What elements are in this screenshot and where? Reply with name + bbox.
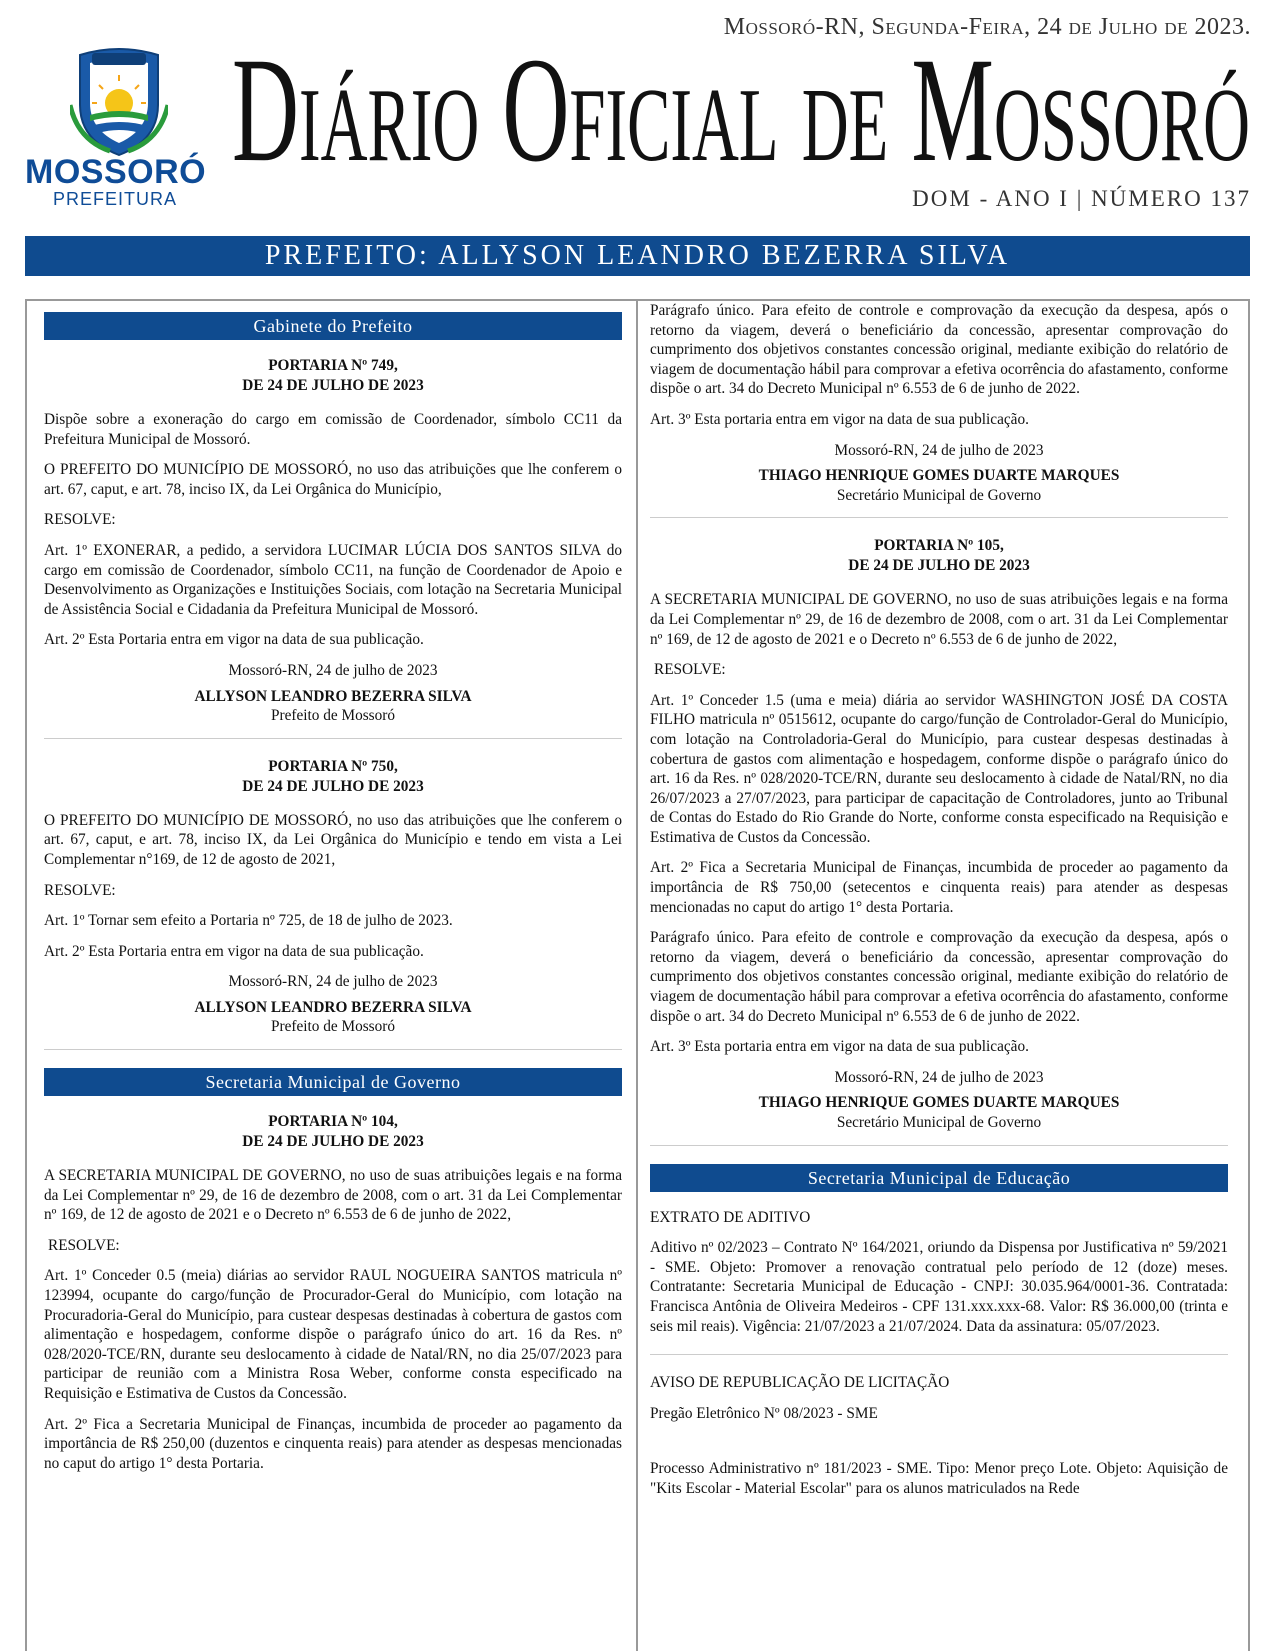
edition-number: DOM - ANO I | NÚMERO 137	[912, 186, 1251, 211]
logo-subtitle: PREFEITURA	[52, 189, 177, 209]
portaria-105-paragrafo: Parágrafo único. Para efeito de controle e comprovação da execução da despesa, após o retorno da viagem, deverá o beneficiário da concessão, apresentar comprovação do cumprimento dos objetivos constantes concessão original, mediante exibição do relatório de viagem de documentação hábil para comprovar a efetiva ocorrência do afastamento, conforme dispõe o art. 34 do Decreto Municipal nº 6.553 de 6 de junho de 2022.	[650, 929, 1228, 1025]
divider	[44, 738, 622, 739]
portaria-749-signer: ALLYSON LEANDRO BEZERRA SILVA	[194, 687, 472, 705]
portaria-750-signer: ALLYSON LEANDRO BEZERRA SILVA	[194, 998, 472, 1016]
portaria-750-role: Prefeito de Mossoró	[270, 1018, 396, 1036]
portaria-750-art2: Art. 2º Esta Portaria entra em vigor na data de sua publicação.	[44, 942, 424, 960]
mayor-banner: PREFEITO: ALLYSON LEANDRO BEZERRA SILVA	[25, 236, 1250, 276]
portaria-749-place-date: Mossoró-RN, 24 de julho de 2023	[228, 661, 438, 679]
column-divider	[636, 299, 638, 1651]
portaria-105-resolve: RESOLVE:	[654, 661, 726, 679]
portaria-749-title: PORTARIA Nº 749, DE 24 DE JULHO DE 2023	[242, 357, 424, 394]
portaria-750-title: PORTARIA Nº 750, DE 24 DE JULHO DE 2023	[242, 757, 424, 795]
city-crest-icon	[70, 45, 168, 157]
portaria-750-place-date: Mossoró-RN, 24 de julho de 2023	[228, 973, 438, 991]
extrato-body: Aditivo nº 02/2023 – Contrato Nº 164/2021, oriundo da Dispensa por Justificativa nº 59/2021 - SME. Objeto: Promover a renovação contratual pelo período de 12 (doze) meses. Contratante: Secretaria Municipal de Educação - CNPJ: 30.035.964/0001-36. Contratada: Francisca Antônia de Oliveira Medeiros - CPF 131.xxx.xxx-68. Valor: R$ 36.000,00 (trinta e seis mil reais). Vigência: 21/07/2023 a 21/07/2024. Data da assinatura: 05/07/2023.	[650, 1239, 1228, 1335]
left-column	[44, 312, 622, 1484]
portaria-104-preamble: A SECRETARIA MUNICIPAL DE GOVERNO, no uso de suas atribuições legais e na forma da Lei Complementar nº 29, de 16 de dezembro de 2008, com o art. 31 da Lei Complementar nº 169, de 12 de agosto de 2021 e o Decreto nº 6.553 de 6 de junho de 2022,	[44, 1167, 622, 1224]
divider	[650, 1354, 1228, 1355]
portaria-104-role: Secretário Municipal de Governo	[836, 486, 1042, 504]
prefeitura-logo	[25, 45, 207, 209]
portaria-105-place-date: Mossoró-RN, 24 de julho de 2023	[834, 1068, 1044, 1086]
portaria-749-resolve: RESOLVE:	[44, 511, 116, 529]
section-header-educacao: Secretaria Municipal de Educação	[650, 1164, 1228, 1192]
portaria-104-art2: Art. 2º Fica a Secretaria Municipal de Finanças, incumbida de proceder ao pagamento da importância de R$ 250,00 (duzentos e cinquenta reais) para atender as despesas mencionadas no caput do artigo 1° desta Portaria.	[44, 1415, 622, 1472]
masthead-text: Diário Oficial de Mossoró	[232, 38, 1250, 178]
portaria-105-role: Secretário Municipal de Governo	[836, 1114, 1042, 1131]
masthead-title	[232, 38, 1252, 178]
aviso-body: Processo Administrativo nº 181/2023 - SME. Tipo: Menor preço Lote. Objeto: Aquisição de "Kits Escolar - Material Escolar" para os alunos matriculados na Rede	[650, 1460, 1228, 1497]
portaria-750-art1: Art. 1º Tornar sem efeito a Portaria nº 725, de 18 de julho de 2023.	[44, 912, 453, 930]
portaria-749-role: Prefeito de Mossoró	[270, 707, 396, 725]
divider	[650, 517, 1228, 518]
portaria-104-place-date: Mossoró-RN, 24 de julho de 2023	[834, 441, 1044, 459]
aviso-pregao: Pregão Eletrônico Nº 08/2023 - SME	[650, 1404, 878, 1422]
portaria-104-art1: Art. 1º Conceder 0.5 (meia) diárias ao servidor RAUL NOGUEIRA SANTOS matricula nº 123994, ocupante do cargo/função de Procurador-Geral do Município, com lotação na Procuradoria-Geral do Município, para custear despesas destinadas à cobertura de gastos com alimentação e hospedagem, conforme dispõe o parágrafo único do art. 16 da Res. nº 028/2020-TCE/RN, durante seu deslocamento à cidade de Natal/RN, no dia 25/07/2023 para participar de reunião com a Ministra Rosa Weber, conforme consta especificado na Requisição e Estimativa de Custos da Concessão.	[44, 1267, 622, 1402]
divider	[650, 1145, 1228, 1146]
extrato-heading: EXTRATO DE ADITIVO	[650, 1208, 811, 1226]
portaria-105-title: PORTARIA Nº 105, DE 24 DE JULHO DE 2023	[848, 537, 1030, 575]
portaria-749-preamble: O PREFEITO DO MUNICÍPIO DE MOSSORÓ, no uso das atribuições que lhe conferem o art. 67, caput, e art. 78, inciso IX, da Lei Orgânica do Município,	[44, 461, 622, 498]
portaria-105-preamble: A SECRETARIA MUNICIPAL DE GOVERNO, no uso de suas atribuições legais e na forma da Lei Complementar nº 29, de 16 de dezembro de 2008, com o art. 31 da Lei Complementar nº 169, de 12 de agosto de 2021 e o Decreto nº 6.553 de 6 de junho de 2022,	[650, 591, 1228, 648]
portaria-105-art1: Art. 1º Conceder 1.5 (uma e meia) diária ao servidor WASHINGTON JOSÉ DA COSTA FILHO matricula nº 0515612, ocupante do cargo/função de Controlador-Geral do Município, com lotação na Controladoria-Geral do Município, para custear despesas destinadas à cobertura de gastos com alimentação e hospedagem, conforme dispõe o parágrafo único do art. 16 da Res. nº 028/2020-TCE/RN, durante seu deslocamento à cidade de Natal/RN, no dia 26/07/2023 a 27/07/2023, para participar de capacitação de Controladores, junto ao Tribunal de Contas do Estado do Rio Grande do Norte, conforme consta especificado na Requisição e Estimativa de Custos da Concessão.	[650, 691, 1228, 846]
portaria-749-ementa: Dispõe sobre a exoneração do cargo em comissão de Coordenador, símbolo CC11 da Prefeitura Municipal de Mossoró.	[44, 411, 622, 448]
section-header-governo: Secretaria Municipal de Governo	[44, 1068, 622, 1096]
right-column	[650, 301, 1228, 1510]
portaria-104-signer: THIAGO HENRIQUE GOMES DUARTE MARQUES	[758, 467, 1120, 485]
portaria-104-art3: Art. 3º Esta portaria entra em vigor na data de sua publicação.	[650, 410, 1029, 428]
divider	[44, 1049, 622, 1050]
portaria-750-preamble: O PREFEITO DO MUNICÍPIO DE MOSSORÓ, no uso das atribuições que lhe conferem o art. 67, caput, e art. 78, inciso IX, da Lei Orgânica do Município e tendo em vista a Lei Complementar n°169, de 12 de agosto de 2021,	[44, 811, 622, 868]
portaria-749-art1: Art. 1º EXONERAR, a pedido, a servidora LUCIMAR LÚCIA DOS SANTOS SILVA do cargo em comissão de Coordenador, símbolo CC11, na função de Coordenador de Apoio e Desenvolvimento as Organizações e Instituições Sociais, com lotação na Secretaria Municipal de Assistência Social e Cidadania da Prefeitura Municipal de Mossoró.	[44, 541, 622, 618]
portaria-105-art2: Art. 2º Fica a Secretaria Municipal de Finanças, incumbida de proceder ao pagamento da importância de R$ 750,00 (setecentos e cinquenta reais) para atender as despesas mencionadas no caput do artigo 1° desta Portaria.	[650, 859, 1228, 916]
logo-city-name: MOSSORÓ	[25, 153, 207, 191]
portaria-104-paragrafo: Parágrafo único. Para efeito de controle e comprovação da execução da despesa, após o retorno da viagem, deverá o beneficiário da concessão, apresentar comprovação do cumprimento dos objetivos constantes concessão original, mediante exibição do relatório de viagem de documentação hábil para comprovar a efetiva ocorrência do afastamento, conforme dispõe o art. 34 do Decreto Municipal nº 6.553 de 6 de junho de 2022.	[650, 302, 1228, 398]
portaria-105-art3: Art. 3º Esta portaria entra em vigor na data de sua publicação.	[650, 1038, 1029, 1056]
publication-date: Mossoró-RN, Segunda-Feira, 24 de Julho de 2023.	[723, 14, 1251, 40]
portaria-749-art2: Art. 2º Esta Portaria entra em vigor na data de sua publicação.	[44, 631, 424, 649]
section-header-gabinete: Gabinete do Prefeito	[44, 312, 622, 340]
portaria-104-title: PORTARIA Nº 104, DE 24 DE JULHO DE 2023	[242, 1113, 424, 1151]
aviso-heading: AVISO DE REPUBLICAÇÃO DE LICITAÇÃO	[650, 1374, 950, 1392]
portaria-104-resolve: RESOLVE:	[48, 1236, 120, 1254]
portaria-750-resolve: RESOLVE:	[44, 881, 116, 899]
portaria-105-signer: THIAGO HENRIQUE GOMES DUARTE MARQUES	[758, 1094, 1120, 1112]
